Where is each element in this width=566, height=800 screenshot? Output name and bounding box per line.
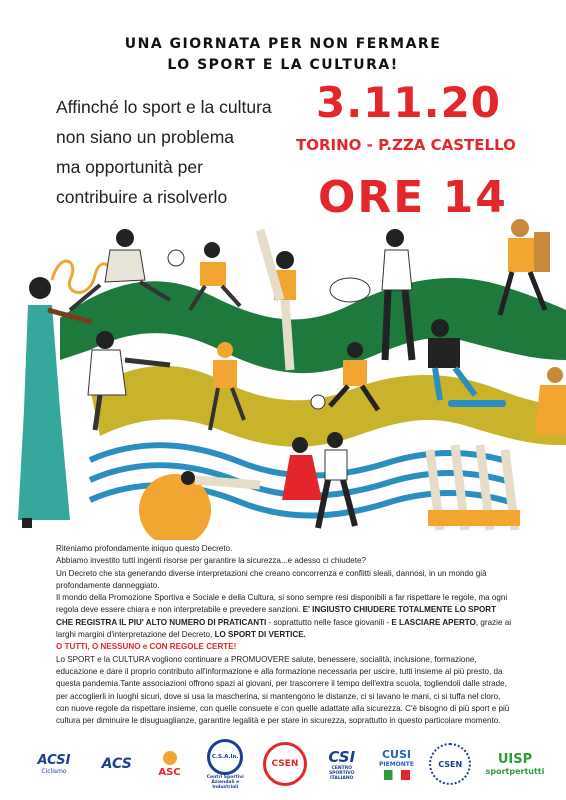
statement-paragraph: Lo SPORT e la CULTURA vogliono continuare a PROMUOVERE salute, benessere, socialità, inclusione, formazione, educazione e dare il proprio contributo all'informazione e alla formazione necessaria per uscire, tutti insieme al più presto, da questa pandemia.Tante associazioni offrono spazi ai giovani, per trascorrere il tempo dell'extra scuola, togliendoli dalle strade, per accoglierli in luoghi sicuri, dove si usa la mascherina, si mantengono le distanze, ci si lavano le mani, ci si tuffa nel cloro, con nuove regole da rispettare insieme, con quelle consuete e con quelle adattate alla sicurezza. C'è bisogno di più sport e più cultura per diminuire le disuguaglianze, garantire legalità e per stare in sicurezza, soprattutto in questo particolare momento. <box>56 654 510 726</box>
logo-csen-mark <box>263 742 307 786</box>
statement-span: Il mondo della Promozione Sportiva e Sociale e della Cultura, si sono sempre resi disponibili a far rispettare le regole, ma ogni regola deve essere chiara e non interpretabile e prevedere sanzioni. <box>56 593 508 615</box>
logo-csen-eu-mark <box>429 743 471 785</box>
statement-emphasis: E' INGIUSTO CHIUDERE TOTALMENTE LO SPORT CHE REGISTRA IL PIU' ALTO NUMERO DI PRATICANTI <box>56 605 497 627</box>
logo-csain <box>199 739 251 790</box>
statement-emphasis: E LASCIARE APERTO <box>391 617 476 627</box>
logo-cusi-sub: PIEMONTE <box>378 761 414 768</box>
headline-line-2: LO SPORT E LA CULTURA! <box>167 57 399 73</box>
event-place: TORINO - P.ZZA CASTELLO <box>296 136 516 154</box>
swimmers-figure <box>428 445 520 530</box>
statement-text <box>56 543 512 727</box>
statement-emphasis: LO SPORT DI VERTICE. <box>214 630 306 640</box>
logo-acsi-sub: Ciclismo <box>41 768 67 775</box>
logo-cusi-name: CUSI <box>381 748 412 761</box>
logo-acsi <box>26 753 82 775</box>
intro-line: Affinché lo sport e la cultura <box>56 97 272 117</box>
statement-paragraph: Abbiamo investito tutti ingenti risorse per garantire la sicurezza...e adesso ci chiudete? <box>56 556 366 566</box>
logo-csi <box>319 748 365 781</box>
logo-csen-eu <box>428 743 472 785</box>
logo-csen-eu-name: CSEN <box>438 759 463 769</box>
headline-line-1: UNA GIORNATA PER NON FERMARE <box>124 36 442 52</box>
intro-text <box>56 92 296 212</box>
logo-uisp-sub: sportpertutti <box>485 767 545 776</box>
logo-csain-name: C.S.A.In. <box>211 753 239 760</box>
logo-uisp-name: UISP <box>497 752 533 767</box>
statement-paragraph: Un Decreto che sta generando diverse interpretazioni che creano concorrenza e conflitti sleali, dannosi, in un mondo già profondamente danneggiato. <box>56 568 487 590</box>
logo-cusi <box>377 748 417 780</box>
intro-line: ma opportunità per <box>56 157 203 177</box>
intro-line: non siano un problema <box>56 127 235 147</box>
logo-acsi-name: ACSI <box>37 753 71 768</box>
sports-illustration <box>0 210 566 540</box>
statement-paragraph <box>56 592 512 641</box>
logo-asc-name: ASC <box>158 766 181 778</box>
cheerleader-figure <box>535 367 566 435</box>
logo-csain-mark <box>207 739 243 775</box>
event-time: ORE 14 <box>318 172 508 223</box>
logo-csi-sub: CENTRO SPORTIVO ITALIANO <box>328 765 355 781</box>
headline <box>0 34 566 76</box>
logo-csi-name: CSI <box>328 747 356 766</box>
intro-line: contribuire a risolverlo <box>56 187 228 207</box>
event-date: 3.11.20 <box>316 78 502 127</box>
logo-asc <box>152 751 188 778</box>
statement-slogan: O TUTTI, O NESSUNO e CON REGOLE CERTE! <box>56 642 237 652</box>
sponsor-logos <box>26 738 546 790</box>
logo-asc-mark <box>163 751 177 765</box>
logo-cusi-flag <box>384 770 410 780</box>
logo-uisp <box>484 752 546 776</box>
statement-span: , grazie ai larghi margini d'interpretazione del Decreto, <box>56 617 511 640</box>
logo-csen <box>263 742 307 786</box>
logo-acs-name: ACS <box>101 756 132 772</box>
statement-span: - soprattutto nelle fasce giovanili - <box>266 617 392 627</box>
logo-csain-sub: Centri Sportivi Aziendali e Industriali <box>206 774 244 790</box>
logo-acs <box>94 756 140 772</box>
statement-paragraph: Riteniamo profondamente iniquo questo Decreto. <box>56 544 233 553</box>
logo-csen-name: CSEN <box>271 759 299 769</box>
ribbon-loops <box>52 261 111 292</box>
